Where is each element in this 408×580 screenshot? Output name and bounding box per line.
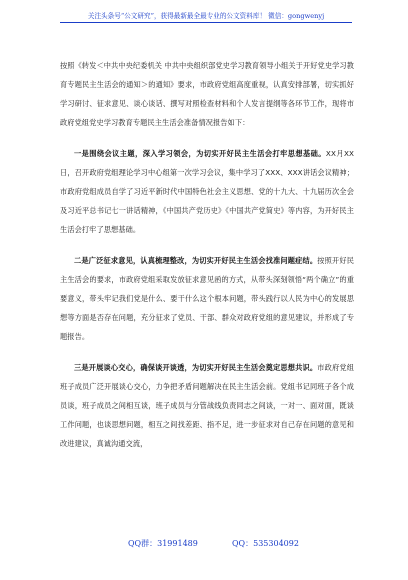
intro-paragraph: 按照《转发＜中共中央纪委机关 中共中央组织部党史学习教育领导小组关于开好党史学习教育专题民主生活会的通知＞的通知》要求，市政府党组高度重视，认真安排部署，切实抓好学习研讨、征求意见、谈心谈话、撰写对照检查材料和个人发言提纲等各环节工作，现将市政府党组党史学习教育专题民主生活会准备情况报告如下： [60,61,354,127]
section-2-body: 按照开好民主生活会的要求，市政府党组采取发放征求意见函的方式，从带头深刻领悟“两个确立”的重要意义，带头牢记我们党是什么、要干什么这个根本问题，带头践行以人民为中心的发展思想等方面是否存在问题，充分征求了党员、干部、群众对政府党组的意见建议，并形成了专题报告。 [60,256,354,341]
section-1-heading: 一是围绕会议主题，深入学习领会，为切实开好民主生活会打牢思想基础。 [74,149,326,158]
section-1-paragraph [60,144,354,239]
footer-qq-contact: QQ：535304092 [232,539,299,548]
section-3-paragraph [60,358,354,453]
section-1-body: XX月XX日，召开政府党组理论学习中心组第一次学习会议，集中学习了XXX、XXX讲话会议精神；市政府党组成员自学了习近平新时代中国特色社会主义思想、党的十九大、十九届历次全会及习近平总书记七一讲话精神，《中国共产党历史》《中国共产党简史》等内容，为开好民主生活会打牢了思想基础。 [60,149,354,234]
header-banner[interactable]: 关注头条号“公文研究”，获得最新最全最专业的公文资料库！ 微信：gongwenyj [87,12,325,20]
section-2-heading: 二是广泛征求意见，认真梳理整改，为切实开好民主生活会找准问题症结。 [74,256,318,265]
section-2-paragraph [60,251,354,346]
section-3-heading: 三是开展谈心交心，确保谈开谈透，为切实开好民主生活会奠定思想共识。 [74,363,318,372]
header-divider [60,22,352,23]
footer-qq-group: QQ群：31991489 [128,539,198,548]
section-3-body: 市政府党组班子成员广泛开展谈心交心，力争把矛盾问题解决在民主生活会前。党组书记同班子各个成员谈，班子成员之间相互谈，班子成员与分管战线负责同志之间谈，一对一、面对面，既谈工作问题，也谈思想问题，相互之间找差距、指不足，进一步征求对自己存在问题的意见和改进建议，真诚沟通交流， [60,363,354,448]
document-body [60,56,354,465]
